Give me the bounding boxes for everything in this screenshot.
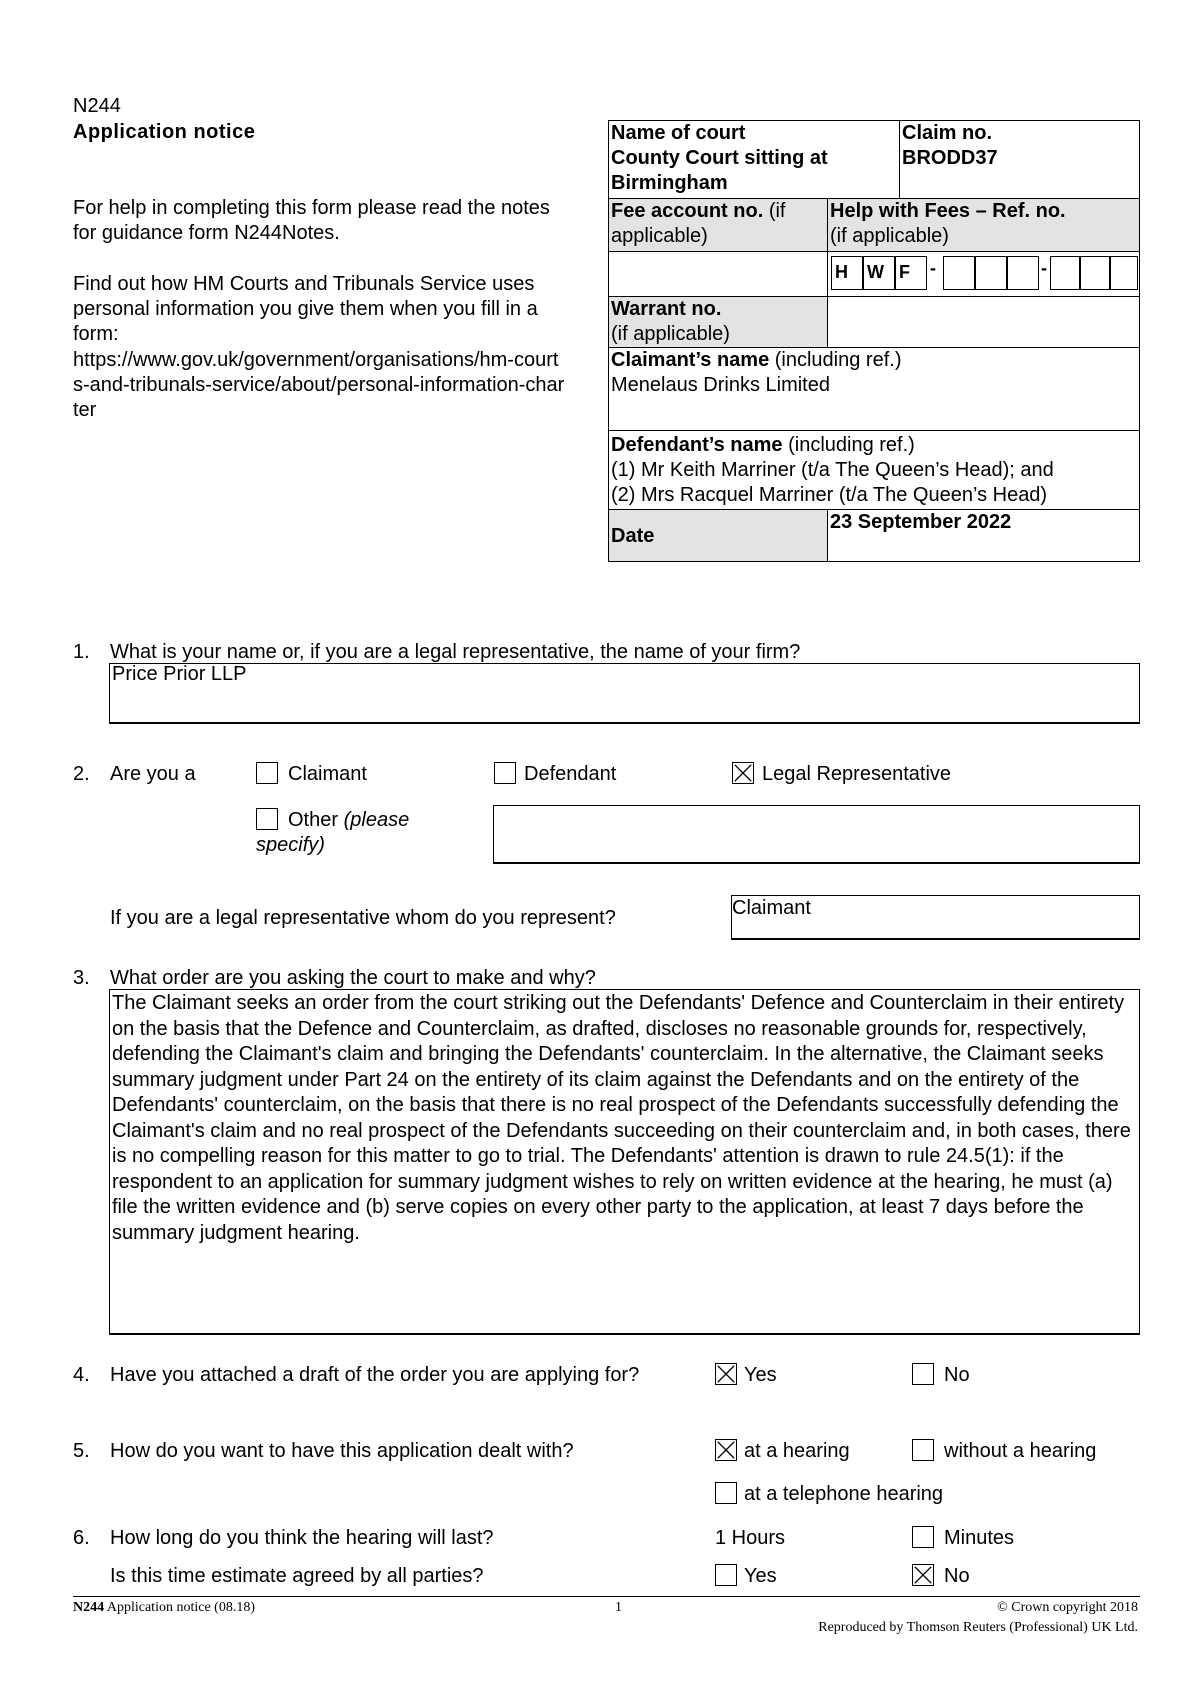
draft-yes-checkbox[interactable]: [715, 1363, 737, 1385]
privacy-link[interactable]: https://www.gov.uk/government/organisations/hm-courts-and-tribunals-service/about/personal-information-charter: [73, 349, 565, 421]
date-label: Date: [611, 525, 655, 547]
hwf-ref-box[interactable]: [1110, 256, 1138, 290]
fee-account-sub: (if applicable): [611, 200, 786, 247]
defendant-option-label: Defendant: [524, 763, 617, 785]
minutes-checkbox[interactable]: [912, 1526, 934, 1548]
defendant-checkbox[interactable]: [494, 762, 516, 784]
privacy-text: Find out how HM Courts and Tribunals Service uses personal information you give them when you fill in a form:: [73, 273, 538, 345]
footer-divider: [73, 1596, 1140, 1597]
without-hearing-label: without a hearing: [944, 1440, 1097, 1462]
hwf-cell: [827, 198, 1140, 252]
q3-answer: The Claimant seeks an order from the court striking out the Defendants' Defence and Counterclaim in their entirety on the basis that the Defence and Counterclaim, as drafted, discloses no reasonable grounds for, respectively, defending the Claimant's claim and bringing the Defendants' counterclaim. In the alternative, the Claimant seeks summary judgment under Part 24 on the entirety of its claim against the Defendants and on the entirety of the Defendants' counterclaim, on the basis that there is no real prospect of the Defendants successfully defending the Claimant's claim and no real prospect of the Defendants succeeding on their counterclaim and, in both cases, there is no compelling reason for this matter to go to trial. The Defendants' attention is drawn to rule 24.5(1): if the respondent to an application for summary judgment wishes to rely on written evidence at the hearing, he must (a) file the written evidence and (b) serve copies on every other party to the application, at least 7 days before the summary judgment hearing.: [112, 992, 1131, 1244]
legal-representative-option-label: Legal Representative: [762, 763, 952, 785]
claimant-name-cell[interactable]: [608, 347, 1140, 431]
q6-number: 6.: [73, 1527, 90, 1549]
other-option-label: [256, 808, 456, 858]
court-name-value[interactable]: County Court sitting at Birmingham: [611, 147, 828, 194]
represent-question: If you are a legal representative whom do you represent?: [110, 907, 616, 929]
cross-mark-icon: [733, 763, 753, 783]
defendant-name-cell[interactable]: [608, 430, 1140, 510]
fee-account-cell: [608, 198, 828, 252]
claimant-checkbox[interactable]: [256, 762, 278, 784]
legal-representative-checkbox[interactable]: [732, 762, 754, 784]
form-title: Application notice: [73, 121, 256, 143]
without-hearing-checkbox[interactable]: [912, 1439, 934, 1461]
hwf-sub: (if applicable): [830, 225, 949, 247]
footer-copyright: © Crown copyright 2018: [997, 1600, 1138, 1615]
represent-field[interactable]: [731, 895, 1140, 940]
date-value[interactable]: 23 September 2022: [827, 509, 1140, 562]
other-hint: (please specify): [256, 809, 410, 856]
footer-form-desc: Application notice (08.18): [106, 1600, 255, 1615]
fee-account-input[interactable]: [608, 251, 828, 297]
court-name-cell: [608, 120, 900, 198]
q2-number: 2.: [73, 763, 90, 785]
claim-no-label: Claim no.: [902, 122, 993, 144]
at-hearing-checkbox[interactable]: [715, 1439, 737, 1461]
q1-number: 1.: [73, 641, 90, 663]
hwf-ref-box[interactable]: [1080, 256, 1110, 290]
telephone-hearing-checkbox[interactable]: [715, 1482, 737, 1504]
court-name-label: Name of court: [611, 122, 746, 144]
q5-question: How do you want to have this application dealt with?: [110, 1440, 574, 1462]
date-cell: [608, 509, 828, 562]
other-label: Other: [288, 809, 339, 831]
q3-answer-field[interactable]: [109, 989, 1140, 1335]
hwf-char-box: F: [895, 256, 927, 290]
defendant-line-1: (1) Mr Keith Marriner (t/a The Queen’s Head); and: [611, 459, 1054, 481]
footer-form-code: N244: [73, 1600, 105, 1615]
claim-no-cell: [899, 120, 1140, 198]
draft-no-label: No: [944, 1364, 970, 1386]
defendant-name-sub: (including ref.): [788, 434, 915, 456]
minutes-label: Minutes: [944, 1527, 1015, 1549]
agreed-yes-label: Yes: [744, 1565, 777, 1587]
footer-reproduced: Reproduced by Thomson Reuters (Professional) UK Ltd.: [818, 1620, 1138, 1635]
q3-number: 3.: [73, 967, 90, 989]
fee-account-label: Fee account no.: [611, 200, 764, 222]
other-specify-field[interactable]: [493, 805, 1140, 864]
page-number: 1: [615, 1600, 622, 1615]
help-text: For help in completing this form please read the notes for guidance form N244Notes.: [73, 197, 550, 244]
draft-no-checkbox[interactable]: [912, 1363, 934, 1385]
q1-answer: Price Prior LLP: [112, 663, 247, 685]
at-hearing-label: at a hearing: [744, 1440, 850, 1462]
q4-number: 4.: [73, 1364, 90, 1386]
hwf-dash: -: [1041, 258, 1047, 278]
agreed-question: Is this time estimate agreed by all parties?: [110, 1565, 484, 1587]
claimant-name-value: Menelaus Drinks Limited: [611, 374, 830, 396]
q1-question: What is your name or, if you are a legal representative, the name of your firm?: [110, 641, 801, 663]
claimant-option-label: Claimant: [288, 763, 367, 785]
q4-question: Have you attached a draft of the order you are applying for?: [110, 1364, 640, 1386]
claim-no-value[interactable]: BRODD37: [902, 147, 998, 169]
form-code: N244: [73, 95, 121, 117]
hwf-label: Help with Fees – Ref. no.: [830, 200, 1066, 222]
hearing-hours-value[interactable]: 1 Hours: [715, 1527, 786, 1549]
hwf-ref-box[interactable]: [943, 256, 975, 290]
agreed-no-checkbox[interactable]: [912, 1564, 934, 1586]
hwf-char-box: W: [863, 256, 895, 290]
q1-answer-field[interactable]: [109, 663, 1140, 724]
cross-mark-icon: [913, 1565, 933, 1585]
agreed-no-label: No: [944, 1565, 970, 1587]
telephone-hearing-label: at a telephone hearing: [744, 1483, 944, 1505]
hwf-char-box: H: [831, 256, 863, 290]
q5-number: 5.: [73, 1440, 90, 1462]
agreed-yes-checkbox[interactable]: [715, 1564, 737, 1586]
q6-question: How long do you think the hearing will last?: [110, 1527, 494, 1549]
defendant-line-2: (2) Mrs Racquel Marriner (t/a The Queen’s Head): [611, 484, 1048, 506]
warrant-cell: [608, 296, 828, 348]
q2-question: Are you a: [110, 763, 196, 785]
q3-question: What order are you asking the court to make and why?: [110, 967, 596, 989]
warrant-input[interactable]: [827, 296, 1140, 348]
cross-mark-icon: [716, 1364, 736, 1384]
hwf-ref-box[interactable]: [1007, 256, 1039, 290]
draft-yes-label: Yes: [744, 1364, 777, 1386]
footer-form-ref: [73, 1600, 255, 1616]
warrant-label: Warrant no.: [611, 298, 722, 320]
warrant-sub: (if applicable): [611, 323, 730, 345]
defendant-name-label: Defendant’s name: [611, 434, 783, 456]
cross-mark-icon: [716, 1440, 736, 1460]
represent-answer: Claimant: [732, 897, 811, 919]
hwf-ref-box[interactable]: [1050, 256, 1080, 290]
claimant-name-sub: (including ref.): [774, 349, 902, 371]
claimant-name-label: Claimant’s name: [611, 349, 770, 371]
hwf-dash: -: [930, 258, 936, 278]
hwf-ref-box[interactable]: [975, 256, 1007, 290]
